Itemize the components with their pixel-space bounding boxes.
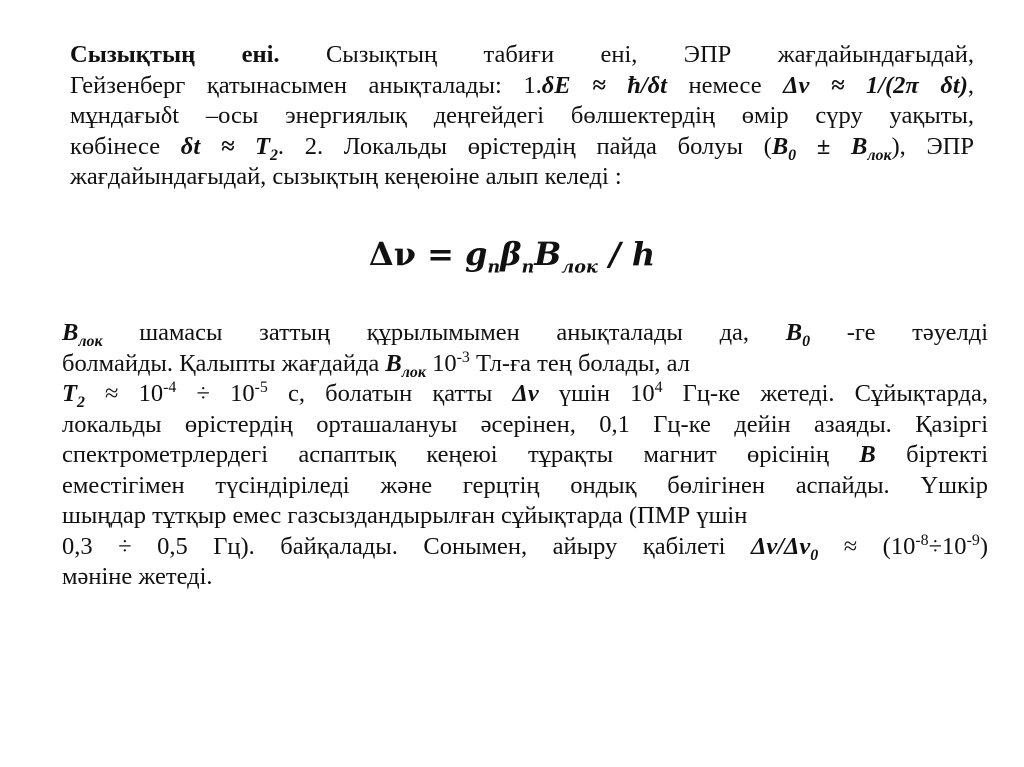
p2-line-4: локальды өрістердің орташалануы әсерінен, 0,1 Гц-ке дейін азаяды. Қазіргі — [62, 410, 988, 438]
paragraph-line-width — [70, 40, 974, 193]
resolution-ratio: $\Delta\nu/\Delta\nu_0$ — [750, 532, 819, 564]
local-field-expression: $B_0 \pm B_{лок}$ — [771, 132, 892, 164]
p2-line-3: $T_2 \approx 10^{-4} \div 10^{-5}$ с, болатын қатты Δν үшін $10^4$ Гц-ке жетеді. Сұйықтарда, — [62, 378, 988, 411]
heisenberg-relation: δE ≈ ħ/δt — [541, 71, 667, 99]
line-broadening-formula: $\Delta\nu = g_n\beta_nB_{лок} / h$ — [368, 235, 656, 278]
p2-line-5: спектрометрлердегі аспаптық кеңеюі тұрақты магнит өрісінің B біртекті — [62, 441, 989, 468]
section-heading: Сызықтың ені. — [70, 41, 280, 68]
p2-line-2: болмайды. Қалыпты жағдайда $B_{лок}$ $10^{-3}$ Тл-ға тең болады, ал — [62, 348, 690, 381]
p1-line-5: жағдайындағыдай, сызықтың кеңеюіне алып келеді : — [70, 163, 622, 190]
p2-line-9: мәніне жетеді. — [62, 563, 213, 590]
p2-line-1: $B_{лок}$ шамасы заттың құрылымымен анықталады да, $B_0$ -ге тәуелді — [62, 319, 989, 350]
p2-line-7: шыңдар тұтқыр емес газсыздандырылған сұйықтарда (ПМР үшін — [62, 502, 748, 529]
frequency-width-formula: Δν ≈ 1/(2π δt) — [783, 71, 968, 99]
p1-line-2: Гейзенберг қатынасымен анықталады: 1.δE ≈ ħ/δt немесе Δν ≈ 1/(2π δt), — [70, 71, 974, 99]
p1-line-3: мұндағыδt –осы энергиялық деңгейдегі бөлшектердің өмір сүру уақыты, — [70, 102, 974, 129]
p2-line-6: еместігімен түсіндіріледі және герцтің ондық бөлігінен аспайды. Үшкір — [62, 471, 988, 499]
paragraph-local-fields — [62, 318, 988, 593]
p1-line-1: Сызықтың ені. Сызықтың табиғи ені, ЭПР жағдайындағыдай, — [70, 41, 975, 68]
lifetime-relation: $\delta t \approx T_2$ — [180, 132, 278, 164]
p1-line-4: көбінесе $\delta t \approx T_2$. 2. Локальды өрістердің пайда болуы $(B_0 \pm B_{лок})$, ЭПР — [70, 132, 974, 164]
p2-line-8: 0,3 ÷ 0,5 Гц). байқалады. Сонымен, айыру қабілеті $\Delta\nu/\Delta\nu_0 \approx (10^{-8}\div 10^{-9})$ — [62, 531, 988, 564]
